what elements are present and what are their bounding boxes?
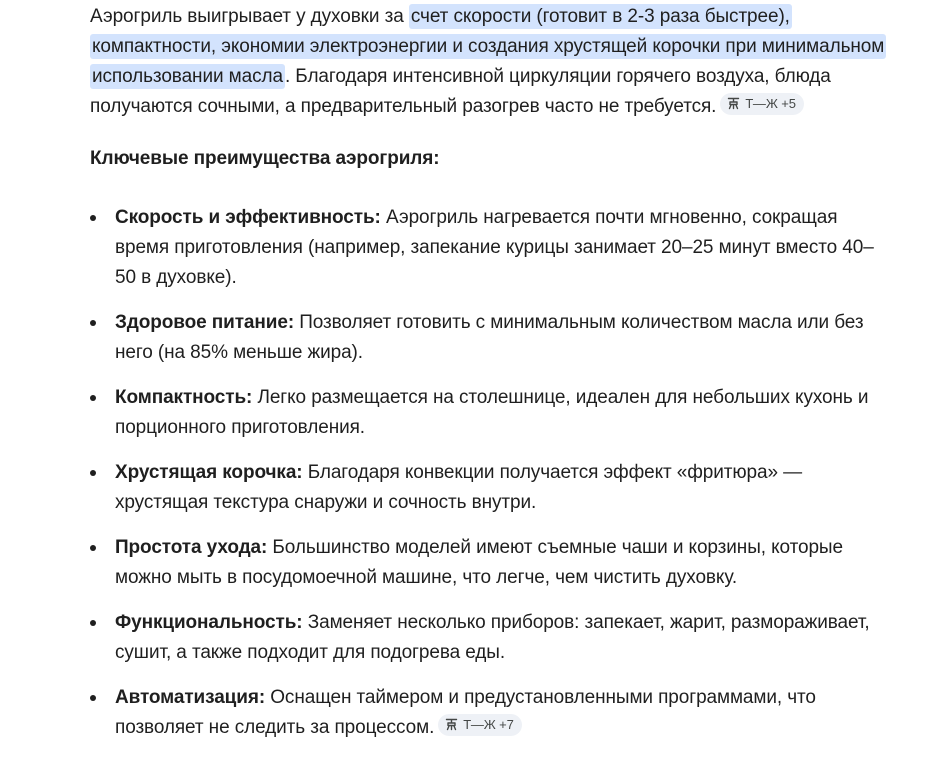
list-item (90, 308, 890, 368)
bullet-icon (90, 470, 96, 476)
bullet-icon (90, 545, 96, 551)
benefit-title: Простота ухода: (115, 537, 268, 558)
benefit-text: Позволяет готовить с минимальным количеством масла или без него (на 85% меньше жира). (115, 312, 864, 363)
list-item (90, 533, 890, 593)
highlighted-text[interactable]: счет скорости (готовит в 2-3 раза быстрее), компактности, экономии электроэнергии и создания хрустящей корочки при минимальном использовании масла (92, 6, 885, 87)
source-chip-label: Т—Ж +7 (463, 716, 514, 732)
bullet-icon (90, 395, 96, 401)
benefit-text: Большинство моделей имеют съемные чаши и корзины, которые можно мыть в посудомоечной машине, что легче, чем чистить духовку. (115, 537, 843, 588)
bullet-icon (90, 695, 96, 701)
list-item (90, 203, 890, 293)
intro-text-before: Аэрогриль выигрывает у духовки за (90, 6, 409, 27)
source-link-icon (727, 97, 740, 110)
benefit-title: Хрустящая корочка: (115, 462, 303, 483)
bullet-icon (90, 320, 96, 326)
benefit-title: Скорость и эффективность: (115, 207, 381, 228)
benefit-title: Функциональность: (115, 612, 303, 633)
benefit-text: Благодаря конвекции получается эффект «фритюра» — хрустящая текстура снаружи и сочность внутри. (115, 462, 803, 513)
list-item (90, 458, 890, 518)
benefit-text: Аэрогриль нагревается почти мгновенно, сокращая время приготовления (например, запекание курицы занимает 20–25 минут вместо 40–50 в духовке). (115, 207, 874, 288)
intro-paragraph (90, 2, 890, 122)
benefit-text: Оснащен таймером и предустановленными программами, что позволяет не следить за процессом. (115, 687, 816, 738)
bullet-icon (90, 215, 96, 221)
source-chip[interactable] (438, 714, 522, 736)
benefit-title: Здоровое питание: (115, 312, 295, 333)
benefit-text: Легко размещается на столешнице, идеален для небольших кухонь и порционного приготовления. (115, 387, 869, 438)
benefit-text: Заменяет несколько приборов: запекает, жарит, размораживает, сушит, а также подходит для подогрева еды. (115, 612, 870, 663)
ai-answer (90, 2, 890, 758)
list-item (90, 683, 890, 743)
bullet-icon (90, 620, 96, 626)
source-chip-label: Т—Ж +5 (745, 95, 796, 111)
benefit-title: Автоматизация: (115, 687, 266, 708)
intro-text-after: . Благодаря интенсивной циркуляции горячего воздуха, блюда получаются сочными, а предварительный разогрев часто не требуется. (90, 66, 831, 117)
benefits-heading: Ключевые преимущества аэрогриля: (90, 148, 440, 169)
source-link-icon (445, 718, 458, 731)
benefits-list (90, 203, 890, 743)
source-chip[interactable] (720, 93, 804, 115)
list-item (90, 383, 890, 443)
list-item (90, 608, 890, 668)
benefit-title: Компактность: (115, 387, 253, 408)
